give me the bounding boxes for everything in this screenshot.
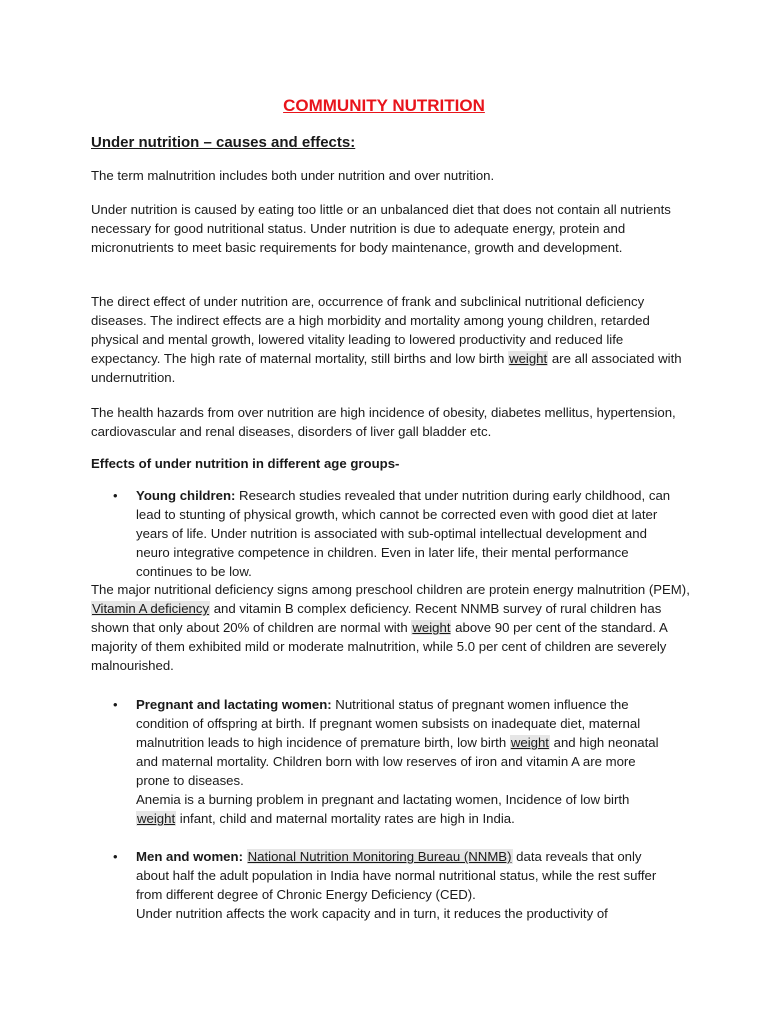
list-item-men-women xyxy=(91,847,671,923)
list-item-pregnant-women xyxy=(91,695,671,828)
bullet-icon: • xyxy=(113,697,118,712)
list-item-young-children xyxy=(91,486,671,581)
effects-heading: Effects of under nutrition in different age groups- xyxy=(91,456,400,471)
weight-link[interactable]: weight xyxy=(412,620,451,635)
text-segment: infant, child and maternal mortality rates are high in India. xyxy=(176,811,515,826)
text-segment: Nutritional status of pregnant women influence the condition of offspring at birth. If pregnant women subsists on inadequate diet, maternal malnutrition leads to high incidence of premature birth, low birth xyxy=(136,697,641,750)
text-segment: data reveals that only about half the adult population in India have normal nutritional status, while the rest suffer from different degree of Chronic Energy Deficiency (CED). xyxy=(136,849,657,902)
page-title: COMMUNITY NUTRITION xyxy=(283,96,485,115)
list-item-text: Research studies revealed that under nutrition during early childhood, can lead to stunting of physical growth, which cannot be corrected even with good diet at later years of life. Under nutrition is associated with sub-optimal intellectual development and neuro integrative competence in children. Even in later life, their mental performance continues to be low. xyxy=(136,488,671,579)
weight-link[interactable]: weight xyxy=(137,811,176,826)
list-item-lead: Men and women: xyxy=(136,849,243,864)
text-segment: The direct effect of under nutrition are, occurrence of frank and subclinical nutritional deficiency diseases. The indirect effects are a high morbidity and mortality among young children, retarded physical and mental growth, lowered vitality leading to lowered productivity and reduced life expectancy. The high rate of maternal mortality, still births and low birth xyxy=(91,294,650,366)
bullet-list-pregnant xyxy=(91,695,671,828)
weight-link[interactable]: weight xyxy=(509,351,548,366)
text-segment: The major nutritional deficiency signs among preschool children are protein energy malnutrition (PEM), xyxy=(91,582,690,597)
paragraph-malnutrition-definition: The term malnutrition includes both under nutrition and over nutrition. xyxy=(91,168,495,183)
text-segment: and high neonatal and maternal mortality. Children born with low reserves of iron and vitamin A are more prone to diseases. xyxy=(136,735,659,788)
list-item-lead: Pregnant and lactating women: xyxy=(136,697,332,712)
text-segment: Anemia is a burning problem in pregnant and lactating women, Incidence of low birth xyxy=(136,792,630,807)
vitamin-a-deficiency-link[interactable]: Vitamin A deficiency xyxy=(92,601,210,616)
text-segment: above 90 per cent of the standard. A majority of them exhibited mild or moderate malnutrition, while 5.0 per cent of children are severely malnourished. xyxy=(91,620,668,673)
bullet-list-men-women xyxy=(91,847,671,923)
weight-link[interactable]: weight xyxy=(510,735,549,750)
paragraph-preschool-deficiency xyxy=(91,580,691,675)
list-item-lead: Young children: xyxy=(136,488,236,503)
bullet-icon: • xyxy=(113,849,118,864)
bullet-icon: • xyxy=(113,488,118,503)
text-segment: and vitamin B complex deficiency. Recent NNMB survey of rural children has shown that only about 20% of children are normal with xyxy=(91,601,662,635)
paragraph-direct-effects xyxy=(91,292,691,387)
bullet-list-young xyxy=(91,486,671,581)
paragraph-over-nutrition-hazards: The health hazards from over nutrition are high incidence of obesity, diabetes mellitus, hypertension, cardiovascular and renal diseases, disorders of liver gall bladder etc. xyxy=(91,405,676,439)
section-heading: Under nutrition – causes and effects: xyxy=(91,134,356,151)
text-segment: are all associated with undernutrition. xyxy=(91,351,682,385)
nnmb-link[interactable]: National Nutrition Monitoring Bureau (NNMB) xyxy=(247,849,512,864)
paragraph-under-nutrition-cause: Under nutrition is caused by eating too little or an unbalanced diet that does not contain all nutrients necessary for good nutritional status. Under nutrition is due to adequate energy, protein and micronutrients to meet basic requirements for body maintenance, growth and development. xyxy=(91,202,671,255)
text-segment: Under nutrition affects the work capacity and in turn, it reduces the productivity of xyxy=(136,906,608,921)
